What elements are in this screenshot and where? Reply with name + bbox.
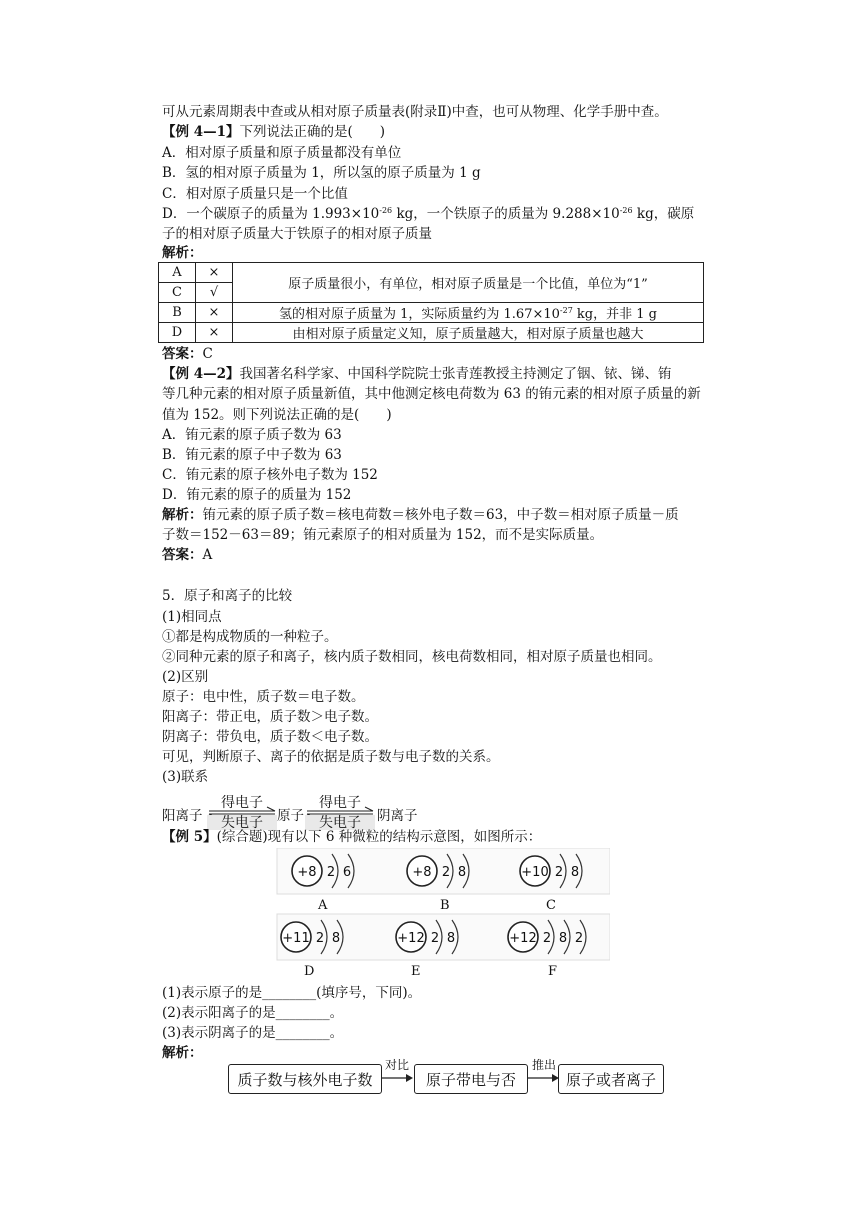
sub-question-1: (1)表示原子的是________(填序号，下同)。 xyxy=(162,985,422,1001)
answer-value: A xyxy=(202,547,213,563)
option-b: B．铕元素的原子中子数为 63 xyxy=(162,447,342,463)
sub-question-2: (2)表示阳离子的是________。 xyxy=(162,1005,344,1021)
option-d-part3: kg，碳原 xyxy=(632,206,695,222)
shell-electron-count: 8 xyxy=(558,931,568,946)
nucleus-charge: +11 xyxy=(282,931,310,946)
table-row xyxy=(159,263,704,283)
shell-electron-count: 8 xyxy=(570,865,580,880)
table-cell-option: C xyxy=(159,283,196,303)
shell-electron-count: 2 xyxy=(441,865,451,880)
shell-electron-count: 2 xyxy=(542,931,552,946)
analysis-text-continued: 子数＝152－63＝89；铕元素原子的相对质量为 152，而不是实际质量。 xyxy=(162,527,604,543)
flow-box-atom-or-ion: 原子或者离子 xyxy=(558,1064,664,1094)
analysis-label: 解析： xyxy=(162,507,203,523)
nucleus-charge: +8 xyxy=(412,865,432,880)
exponent: -26 xyxy=(619,206,633,215)
shell-electron-count: 8 xyxy=(457,865,467,880)
arrow-right-icon xyxy=(382,1073,414,1083)
option-a: A．相对原子质量和原子质量都没有单位 xyxy=(162,145,402,161)
exponent: -27 xyxy=(559,306,573,315)
atom-label-e: E xyxy=(411,964,421,979)
shell-electron-count: 6 xyxy=(342,865,352,880)
flow-box-proton-electron: 质子数与核外电子数 xyxy=(228,1064,382,1094)
question-text-continued: 等几种元素的相对原子质量新值，其中他测定核电荷数为 63 的铕元素的相对原子质量的新 xyxy=(162,386,701,402)
text-part: 氢的相对原子质量为 1，实际质量约为 1.67×10 xyxy=(278,307,560,322)
cation-label: 阳离子 xyxy=(162,808,203,824)
atom-label-a: A xyxy=(318,898,328,913)
table-cell-explanation xyxy=(233,303,704,323)
table-row xyxy=(159,303,704,323)
lose-electron-label: 失电子 xyxy=(319,815,361,831)
section-title: 5．原子和离子的比较 xyxy=(162,588,293,604)
shell-electron-count: 2 xyxy=(554,865,564,880)
example-tag: 【例 4—1】 xyxy=(162,124,240,140)
answer-label: 答案： xyxy=(162,346,203,362)
answer-line xyxy=(162,344,213,364)
question-text: 下列说法正确的是( ) xyxy=(239,124,386,140)
flow-arrow-label-compare: 对比 xyxy=(385,1058,410,1072)
subsection-heading: (2)区别 xyxy=(162,669,209,685)
lose-electron-label: 失电子 xyxy=(221,815,263,831)
reaction-arrows-1 xyxy=(205,792,279,830)
point-text: 阴离子：带负电，质子数＜电子数。 xyxy=(162,729,378,745)
flow-arrow-label-deduce: 推出 xyxy=(532,1058,557,1072)
example-tag: 【例 4—2】 xyxy=(162,366,240,382)
anion-label: 阴离子 xyxy=(377,808,418,824)
atom-label-b: B xyxy=(440,898,450,913)
shell-electron-count: 2 xyxy=(574,931,584,946)
point-text: 可见，判断原子、离子的依据是质子数与电子数的关系。 xyxy=(162,749,500,765)
example-4-2-question xyxy=(162,364,672,384)
question-text: (综合题)现有以下 6 种微粒的结构示意图，如图所示： xyxy=(216,829,542,845)
gain-electron-label: 得电子 xyxy=(319,795,361,811)
example-tag: 【例 5】 xyxy=(162,829,217,845)
atom-label: 原子 xyxy=(277,808,304,824)
option-d-part2: kg，一个铁原子的质量为 9.288×10 xyxy=(392,206,620,222)
table-cell-mark: × xyxy=(196,303,233,323)
analysis-line xyxy=(162,505,679,525)
shell-electron-count: 2 xyxy=(315,931,325,946)
point-text: 阳离子：带正电，质子数＞电子数。 xyxy=(162,709,378,725)
point-text: 原子：电中性，质子数＝电子数。 xyxy=(162,689,365,705)
point-text: ②同种元素的原子和离子，核内质子数相同，核电荷数相同，相对原子质量也相同。 xyxy=(162,649,662,665)
subsection-heading: (3)联系 xyxy=(162,769,209,785)
nucleus-charge: +10 xyxy=(521,865,549,880)
example-4-1-question xyxy=(162,122,385,142)
analysis-label: 解析： xyxy=(162,245,203,261)
analysis-label: 解析： xyxy=(162,1045,203,1061)
table-cell-option: B xyxy=(159,303,196,323)
example-5-question xyxy=(162,827,541,847)
point-text: ①都是构成物质的一种粒子。 xyxy=(162,629,338,645)
sub-question-3: (3)表示阴离子的是________。 xyxy=(162,1025,344,1041)
option-d: D．铕元素的原子的质量为 152 xyxy=(162,487,352,503)
exponent: -26 xyxy=(379,206,393,215)
option-a: A．铕元素的原子质子数为 63 xyxy=(162,427,342,443)
option-d-part1: D．一个碳原子的质量为 1.993×10 xyxy=(162,206,380,222)
gain-electron-label: 得电子 xyxy=(221,795,263,811)
option-c: C．铕元素的原子核外电子数为 152 xyxy=(162,467,378,483)
option-c: C．相对原子质量只是一个比值 xyxy=(162,186,348,202)
table-cell-mark: × xyxy=(196,323,233,343)
subsection-heading: (1)相同点 xyxy=(162,609,222,625)
table-cell-option: A xyxy=(159,263,196,283)
table-cell-explanation: 原子质量很小，有单位，相对原子质量是一个比值，单位为“1” xyxy=(233,263,704,303)
arrow-right-icon xyxy=(528,1073,560,1083)
answer-line xyxy=(162,545,212,565)
analysis-text: 铕元素的原子质子数＝核电荷数＝核外电子数＝63，中子数＝相对原子质量－质 xyxy=(202,507,679,523)
analysis-table xyxy=(158,262,704,343)
shell-electron-count: 8 xyxy=(331,931,341,946)
reaction-arrows-2 xyxy=(303,792,377,830)
answer-value: C xyxy=(202,346,213,362)
option-d xyxy=(162,204,694,224)
text-part: kg，并非 1 g xyxy=(572,307,657,322)
shell-electron-count: 2 xyxy=(430,931,440,946)
option-d-continued: 子的相对原子质量大于铁原子的相对原子质量 xyxy=(162,226,432,242)
table-row xyxy=(159,323,704,343)
nucleus-charge: +8 xyxy=(297,865,317,880)
table-cell-mark: × xyxy=(196,263,233,283)
intro-text: 可从元素周期表中查或从相对原子质量表(附录Ⅱ)中查，也可从物理、化学手册中查。 xyxy=(162,104,668,120)
table-cell-mark: √ xyxy=(196,283,233,303)
question-text: 我国著名科学家、中国科学院院士张青莲教授主持测定了铟、铱、锑、铕 xyxy=(239,366,672,382)
flow-box-charge: 原子带电与否 xyxy=(414,1064,528,1094)
nucleus-charge: +12 xyxy=(397,931,425,946)
nucleus-charge: +12 xyxy=(509,931,537,946)
table-cell-option: D xyxy=(159,323,196,343)
shell-electron-count: 8 xyxy=(446,931,456,946)
answer-label: 答案： xyxy=(162,547,203,563)
question-text-continued: 值为 152。则下列说法正确的是( ) xyxy=(162,407,392,423)
atom-label-f: F xyxy=(548,964,558,979)
option-b: B．氢的相对原子质量为 1，所以氢的原子质量为 1 g xyxy=(162,165,481,181)
table-cell-explanation: 由相对原子质量定义知，原子质量越大，相对原子质量也越大 xyxy=(233,323,704,343)
shell-electron-count: 2 xyxy=(326,865,336,880)
atom-label-d: D xyxy=(304,964,315,979)
atom-label-c: C xyxy=(546,898,556,913)
